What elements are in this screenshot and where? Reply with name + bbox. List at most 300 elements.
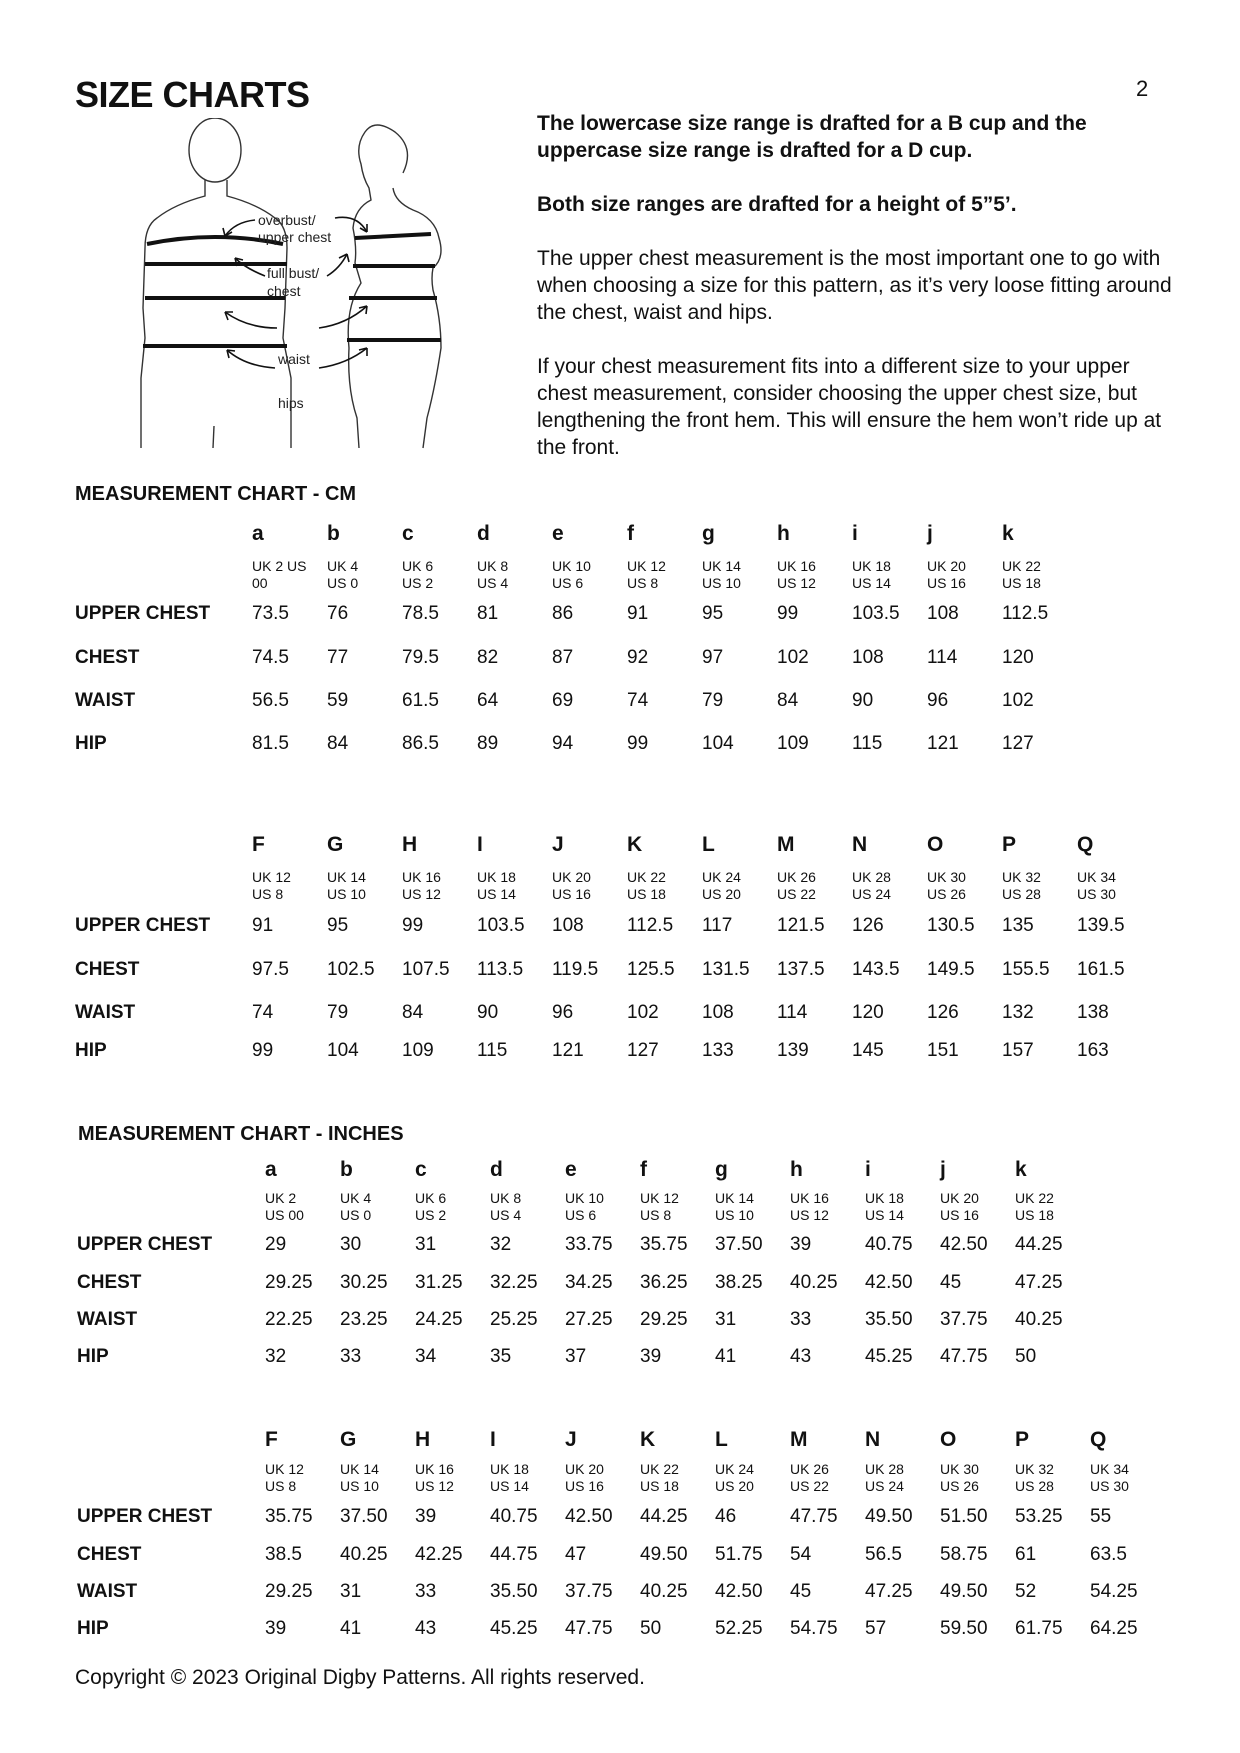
uk-us-size: UK 24 US 20 — [715, 1461, 754, 1494]
measurement-value: 44.75 — [490, 1544, 538, 1565]
size-letter: K — [640, 1428, 656, 1451]
intro-text — [537, 110, 1177, 488]
size-letter: i — [865, 1158, 871, 1181]
measurement-value: 114 — [777, 1002, 808, 1023]
measurement-value: 126 — [852, 915, 884, 936]
measurement-value: 50 — [640, 1618, 662, 1639]
size-letter: i — [852, 522, 858, 545]
size-letter: K — [627, 833, 643, 856]
uk-us-size: UK 10 US 6 — [565, 1190, 604, 1223]
measurement-value: 86.5 — [402, 733, 439, 754]
measurement-value: 35.50 — [865, 1309, 913, 1330]
measurement-value: 102 — [777, 647, 809, 668]
uk-us-size: UK 8 US 4 — [490, 1190, 522, 1223]
uk-us-size: UK 14 US 10 — [340, 1461, 379, 1494]
uk-us-size-row — [77, 1190, 1090, 1234]
uk-us-size: UK 20 US 16 — [565, 1461, 604, 1494]
measurement-value: 74.5 — [252, 647, 289, 668]
size-letter: J — [552, 833, 564, 856]
row-label: UPPER CHEST — [75, 603, 211, 624]
measurement-value: 23.25 — [340, 1309, 388, 1330]
uk-us-size: UK 12 US 8 — [640, 1190, 679, 1223]
empty-cell — [77, 1190, 265, 1234]
measurement-value: 31 — [715, 1309, 737, 1330]
measurement-value: 109 — [402, 1040, 434, 1061]
uk-us-size: UK 12 US 8 — [252, 869, 291, 902]
measurement-value: 108 — [552, 915, 584, 936]
measurement-value: 117 — [702, 915, 733, 936]
measurement-value: 81 — [477, 603, 499, 624]
measurement-value: 40.25 — [790, 1272, 838, 1293]
measurement-value: 102.5 — [327, 959, 375, 980]
row-label: UPPER CHEST — [75, 915, 211, 936]
size-letter: g — [715, 1158, 728, 1181]
measurement-value: 53.25 — [1015, 1506, 1063, 1527]
uk-us-size: UK 22 US 18 — [1002, 558, 1041, 591]
measurement-value: 64 — [477, 690, 499, 711]
row-label: UPPER CHEST — [77, 1506, 213, 1527]
measurement-value: 40.25 — [640, 1581, 688, 1602]
measurement-value: 30.25 — [340, 1272, 388, 1293]
size-letter: P — [1002, 833, 1017, 856]
measurement-value: 33.75 — [565, 1234, 613, 1255]
label-fullbust-2: chest — [267, 283, 301, 299]
measurement-value: 37.75 — [940, 1309, 988, 1330]
row-label: HIP — [77, 1346, 109, 1367]
measurement-value: 51.75 — [715, 1544, 763, 1565]
uk-us-size-row — [77, 1461, 1165, 1506]
measurement-value: 29.25 — [265, 1581, 313, 1602]
measurement-value: 39 — [265, 1618, 287, 1639]
measurement-value: 69 — [552, 690, 574, 711]
measurement-value: 54.25 — [1090, 1581, 1138, 1602]
measurement-value: 51.50 — [940, 1506, 988, 1527]
uk-us-size: UK 2 US 00 — [265, 1190, 304, 1223]
measurement-value: 102 — [1002, 690, 1034, 711]
empty-cell — [75, 522, 252, 558]
row-label: WAIST — [77, 1581, 138, 1602]
uk-us-size-row — [75, 558, 1077, 603]
measurement-value: 56.5 — [252, 690, 289, 711]
uk-us-size: UK 2 US 00 — [252, 558, 307, 591]
measurement-value: 121 — [927, 733, 959, 754]
measurement-value: 96 — [552, 1002, 574, 1023]
measurement-value: 97 — [702, 647, 724, 668]
measurement-value: 96 — [927, 690, 949, 711]
measurement-value: 113.5 — [477, 959, 524, 980]
measurement-value: 42.50 — [940, 1234, 988, 1255]
uk-us-size: UK 16 US 12 — [790, 1190, 829, 1223]
uk-us-size: UK 26 US 22 — [790, 1461, 829, 1494]
row-label: CHEST — [75, 647, 140, 668]
measurement-value: 108 — [927, 603, 959, 624]
row-label: HIP — [75, 733, 107, 754]
measurement-value: 127 — [1002, 733, 1034, 754]
measurement-value: 126 — [927, 1002, 959, 1023]
uk-us-size: UK 26 US 22 — [777, 869, 816, 902]
measurement-value: 31 — [340, 1581, 362, 1602]
row-label: WAIST — [77, 1309, 138, 1330]
measurement-value: 40.25 — [340, 1544, 388, 1565]
measurement-value: 61.5 — [402, 690, 439, 711]
measurement-value: 43 — [415, 1618, 437, 1639]
measurement-value: 149.5 — [927, 959, 975, 980]
row-label: WAIST — [75, 690, 136, 711]
size-letter: f — [627, 522, 634, 545]
measurement-value: 54.75 — [790, 1618, 838, 1639]
measurement-value: 77 — [327, 647, 349, 668]
measurement-value: 115 — [477, 1040, 508, 1061]
measurement-row — [77, 1234, 1090, 1272]
measurement-value: 58.75 — [940, 1544, 988, 1565]
measurement-value: 94 — [552, 733, 574, 754]
inches-chart-heading: MEASUREMENT CHART - INCHES — [78, 1123, 404, 1145]
label-overbust-2: upper chest — [258, 229, 332, 245]
measurement-value: 39 — [640, 1346, 662, 1367]
measurement-value: 33 — [415, 1581, 437, 1602]
size-letter: O — [927, 833, 944, 856]
measurement-value: 79 — [702, 690, 724, 711]
empty-cell — [75, 833, 252, 869]
empty-cell — [77, 1428, 265, 1461]
uk-us-size: UK 16 US 12 — [415, 1461, 454, 1494]
measurement-value: 74 — [627, 690, 649, 711]
uk-us-size: UK 14 US 10 — [327, 869, 366, 902]
size-letter: k — [1015, 1158, 1027, 1181]
measurement-value: 41 — [715, 1346, 737, 1367]
measurement-value: 84 — [402, 1002, 424, 1023]
uk-us-size: UK 34 US 30 — [1077, 869, 1116, 902]
measurement-value: 31.25 — [415, 1272, 463, 1293]
intro-height-note: Both size ranges are drafted for a height of 5”5’. — [537, 193, 1017, 216]
measurement-value: 49.50 — [940, 1581, 988, 1602]
row-label: CHEST — [77, 1272, 142, 1293]
measurement-value: 108 — [702, 1002, 734, 1023]
measurement-value: 157 — [1002, 1040, 1034, 1061]
measurement-row — [75, 1002, 1152, 1040]
row-label: UPPER CHEST — [77, 1234, 213, 1255]
size-letter: Q — [1090, 1428, 1107, 1451]
side-figure-outline — [348, 125, 441, 448]
size-letter: M — [777, 833, 795, 856]
measurement-value: 92 — [627, 647, 649, 668]
label-waist: waist — [278, 351, 310, 367]
measurement-value: 44.25 — [1015, 1234, 1063, 1255]
uk-us-size: UK 10 US 6 — [552, 558, 591, 591]
measurement-value: 151 — [927, 1040, 959, 1061]
measurement-value: 121.5 — [777, 915, 825, 936]
uk-us-size: UK 32 US 28 — [1002, 869, 1041, 902]
size-letter-row — [77, 1428, 1165, 1461]
measurement-value: 33 — [340, 1346, 362, 1367]
measurement-value: 84 — [777, 690, 799, 711]
size-letter: e — [552, 522, 564, 545]
measurement-row — [77, 1346, 1090, 1383]
measurement-row — [77, 1581, 1165, 1618]
uk-us-size: UK 22 US 18 — [627, 869, 666, 902]
measurement-value: 119.5 — [552, 959, 599, 980]
uk-us-size: UK 14 US 10 — [702, 558, 741, 591]
size-letter: h — [777, 522, 790, 545]
size-letter: a — [252, 522, 264, 545]
measurement-value: 40.75 — [490, 1506, 538, 1527]
measurement-value: 61 — [1015, 1544, 1037, 1565]
uk-us-size: UK 34 US 30 — [1090, 1461, 1129, 1494]
uk-us-size: UK 16 US 12 — [777, 558, 816, 591]
measurement-value: 81.5 — [252, 733, 289, 754]
size-letter: I — [490, 1428, 496, 1451]
size-letter-row — [75, 522, 1077, 558]
uk-us-size: UK 20 US 16 — [940, 1190, 979, 1223]
measurement-value: 36.25 — [640, 1272, 688, 1293]
size-letter: b — [327, 522, 340, 545]
label-hips: hips — [278, 395, 304, 411]
uk-us-size: UK 24 US 20 — [702, 869, 741, 902]
measurement-value: 54 — [790, 1544, 812, 1565]
cm-upper-table — [75, 833, 1152, 1078]
size-letter: j — [940, 1158, 946, 1181]
row-label: CHEST — [77, 1544, 142, 1565]
uk-us-size: UK 30 US 26 — [940, 1461, 979, 1494]
measurement-value: 82 — [477, 647, 499, 668]
measurement-row — [77, 1506, 1165, 1544]
uk-us-size: UK 18 US 14 — [477, 869, 516, 902]
measurement-value: 139 — [777, 1040, 809, 1061]
measurement-row — [77, 1272, 1090, 1309]
size-letter: G — [327, 833, 344, 856]
measurement-value: 59.50 — [940, 1618, 988, 1639]
measurement-value: 139.5 — [1077, 915, 1125, 936]
uk-us-size: UK 28 US 24 — [865, 1461, 904, 1494]
measurement-value: 99 — [777, 603, 799, 624]
size-letter: c — [402, 522, 414, 545]
measurement-value: 132 — [1002, 1002, 1034, 1023]
size-letter: h — [790, 1158, 803, 1181]
measurement-value: 59 — [327, 690, 349, 711]
size-letter: f — [640, 1158, 647, 1181]
row-label: CHEST — [75, 959, 140, 980]
row-label: HIP — [75, 1040, 107, 1061]
uk-us-size: UK 12 US 8 — [627, 558, 666, 591]
size-letter: I — [477, 833, 483, 856]
measurement-value: 35.75 — [265, 1506, 313, 1527]
measurement-value: 137.5 — [777, 959, 825, 980]
measurement-value: 42.50 — [865, 1272, 913, 1293]
uk-us-size: UK 14 US 10 — [715, 1190, 754, 1223]
uk-us-size: UK 22 US 18 — [1015, 1190, 1054, 1223]
measurement-value: 115 — [852, 733, 883, 754]
size-letter: M — [790, 1428, 808, 1451]
cm-chart-heading: MEASUREMENT CHART - CM — [75, 483, 357, 505]
size-letter: N — [852, 833, 868, 856]
uk-us-size: UK 22 US 18 — [640, 1461, 679, 1494]
measurement-value: 120 — [1002, 647, 1034, 668]
measurement-value: 37.50 — [715, 1234, 763, 1255]
measurement-value: 42.25 — [415, 1544, 463, 1565]
measurement-value: 42.50 — [565, 1506, 613, 1527]
measurement-value: 40.25 — [1015, 1309, 1063, 1330]
measurement-value: 34.25 — [565, 1272, 613, 1293]
uk-us-size: UK 4 US 0 — [327, 558, 359, 591]
measurement-row — [75, 733, 1077, 776]
uk-us-size: UK 8 US 4 — [477, 558, 509, 591]
measurement-value: 103.5 — [852, 603, 900, 624]
measurement-value: 90 — [852, 690, 874, 711]
measurement-row — [75, 959, 1152, 1002]
size-letter: c — [415, 1158, 427, 1181]
measurement-value: 155.5 — [1002, 959, 1050, 980]
measurement-value: 127 — [627, 1040, 659, 1061]
measurement-value: 104 — [327, 1040, 359, 1061]
measurement-value: 35.50 — [490, 1581, 538, 1602]
uk-us-size: UK 20 US 16 — [552, 869, 591, 902]
size-letter: d — [490, 1158, 503, 1181]
size-letter: j — [927, 522, 933, 545]
size-letter: G — [340, 1428, 357, 1451]
measurement-value: 78.5 — [402, 603, 439, 624]
size-letter: a — [265, 1158, 277, 1181]
measurement-value: 97.5 — [252, 959, 289, 980]
measurement-value: 49.50 — [640, 1544, 688, 1565]
measurement-value: 52.25 — [715, 1618, 763, 1639]
page-title: SIZE CHARTS — [75, 74, 310, 115]
measurement-value: 49.50 — [865, 1506, 913, 1527]
measurement-value: 99 — [627, 733, 649, 754]
uk-us-size: UK 20 US 16 — [927, 558, 966, 591]
uk-us-size: UK 4 US 0 — [340, 1190, 372, 1223]
measurement-value: 63.5 — [1090, 1544, 1127, 1565]
measurement-value: 32 — [265, 1346, 287, 1367]
measurement-row — [75, 690, 1077, 733]
measurement-value: 46 — [715, 1506, 737, 1527]
size-letter: P — [1015, 1428, 1030, 1451]
measurement-value: 27.25 — [565, 1309, 613, 1330]
measurement-value: 39 — [415, 1506, 437, 1527]
measurement-value: 47.75 — [790, 1506, 838, 1527]
size-letter: J — [565, 1428, 577, 1451]
measurement-value: 47.25 — [865, 1581, 913, 1602]
measurement-value: 112.5 — [627, 915, 674, 936]
measurement-value: 44.25 — [640, 1506, 688, 1527]
measurement-value: 79.5 — [402, 647, 439, 668]
measurement-value: 47.25 — [1015, 1272, 1063, 1293]
measurement-value: 35 — [490, 1346, 512, 1367]
size-letter: b — [340, 1158, 353, 1181]
measurement-row — [77, 1544, 1165, 1581]
size-letter: g — [702, 522, 715, 545]
measurement-value: 29 — [265, 1234, 287, 1255]
intro-upper-chest-note: The upper chest measurement is the most important one to go with when choosing a size for this pattern, as it’s very loose fitting around the chest, waist and hips. — [537, 247, 1172, 324]
label-overbust-1: overbust/ — [258, 212, 316, 228]
measurement-value: 107.5 — [402, 959, 450, 980]
measurement-value: 37.75 — [565, 1581, 613, 1602]
measurement-value: 91 — [252, 915, 274, 936]
measurement-value: 138 — [1077, 1002, 1109, 1023]
measurement-value: 61.75 — [1015, 1618, 1063, 1639]
measurement-value: 50 — [1015, 1346, 1037, 1367]
size-letter: d — [477, 522, 490, 545]
measurement-value: 103.5 — [477, 915, 525, 936]
measurement-row — [77, 1309, 1090, 1346]
measurement-value: 120 — [852, 1002, 884, 1023]
uk-us-size-row — [75, 869, 1152, 915]
measurement-value: 45 — [790, 1581, 812, 1602]
measurement-value: 74 — [252, 1002, 274, 1023]
measurement-row — [75, 1040, 1152, 1078]
uk-us-size: UK 30 US 26 — [927, 869, 966, 902]
measurement-value: 86 — [552, 603, 574, 624]
measurement-value: 24.25 — [415, 1309, 463, 1330]
measurement-value: 32 — [490, 1234, 512, 1255]
measurement-value: 42.50 — [715, 1581, 763, 1602]
measurement-value: 163 — [1077, 1040, 1109, 1061]
measurement-value: 22.25 — [265, 1309, 313, 1330]
intro-cup-note: The lowercase size range is drafted for a B cup and the uppercase size range is drafted for a D cup. — [537, 112, 1087, 162]
measurement-value: 29.25 — [265, 1272, 313, 1293]
measurement-value: 99 — [252, 1040, 274, 1061]
uk-us-size: UK 32 US 28 — [1015, 1461, 1054, 1494]
measurement-value: 91 — [627, 603, 649, 624]
uk-us-size: UK 6 US 2 — [415, 1190, 447, 1223]
uk-us-size: UK 18 US 14 — [865, 1190, 904, 1223]
measurement-value: 34 — [415, 1346, 437, 1367]
label-fullbust-1: full bust/ — [267, 265, 320, 281]
measurement-value: 47 — [565, 1544, 587, 1565]
measurement-value: 45.25 — [490, 1618, 538, 1639]
measurement-row — [75, 647, 1077, 690]
measurement-row — [75, 603, 1077, 647]
measurement-value: 104 — [702, 733, 734, 754]
measurement-value: 56.5 — [865, 1544, 902, 1565]
measurement-value: 89 — [477, 733, 499, 754]
measurement-value: 114 — [927, 647, 958, 668]
empty-cell — [77, 1461, 265, 1506]
measurement-value: 45 — [940, 1272, 962, 1293]
measurement-value: 47.75 — [940, 1346, 988, 1367]
uk-us-size: UK 18 US 14 — [490, 1461, 529, 1494]
size-letter: e — [565, 1158, 577, 1181]
measurement-value: 135 — [1002, 915, 1034, 936]
measurement-value: 143.5 — [852, 959, 900, 980]
empty-cell — [75, 558, 252, 603]
measurement-value: 47.75 — [565, 1618, 613, 1639]
uk-us-size: UK 6 US 2 — [402, 558, 434, 591]
measurement-value: 90 — [477, 1002, 499, 1023]
measurement-value: 64.25 — [1090, 1618, 1138, 1639]
cm-lower-table — [75, 522, 1077, 776]
measurement-value: 32.25 — [490, 1272, 538, 1293]
measurement-value: 125.5 — [627, 959, 675, 980]
measurement-value: 133 — [702, 1040, 734, 1061]
measurement-value: 25.25 — [490, 1309, 538, 1330]
measurement-value: 38.5 — [265, 1544, 302, 1565]
measurement-value: 37.50 — [340, 1506, 388, 1527]
measurement-value: 84 — [327, 733, 349, 754]
measurement-value: 95 — [327, 915, 349, 936]
measurement-value: 37 — [565, 1346, 587, 1367]
size-letter: F — [252, 833, 265, 856]
size-letter: Q — [1077, 833, 1094, 856]
measurement-value: 76 — [327, 603, 349, 624]
empty-cell — [75, 869, 252, 915]
row-label: HIP — [77, 1618, 109, 1639]
size-letter: k — [1002, 522, 1014, 545]
measurement-value: 55 — [1090, 1506, 1112, 1527]
uk-us-size: UK 28 US 24 — [852, 869, 891, 902]
measurement-value: 38.25 — [715, 1272, 763, 1293]
measurement-value: 35.75 — [640, 1234, 688, 1255]
measurement-value: 52 — [1015, 1581, 1037, 1602]
